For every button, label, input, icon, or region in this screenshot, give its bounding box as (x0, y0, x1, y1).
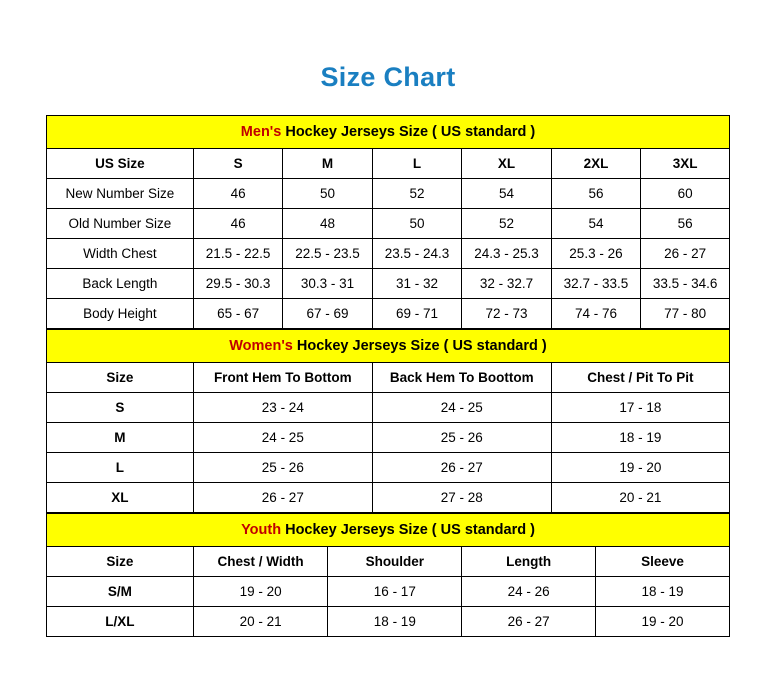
womens-row-1-label: M (47, 423, 194, 453)
youth-col-0: Size (47, 547, 194, 577)
mens-row-0-val-5: 60 (641, 179, 730, 209)
mens-row-0-val-2: 52 (372, 179, 461, 209)
mens-row-2-label: Width Chest (47, 239, 194, 269)
youth-section-header-row (47, 514, 730, 547)
womens-row-1-val-0: 24 - 25 (193, 423, 372, 453)
womens-column-header-row (47, 363, 730, 393)
mens-section-header-row (47, 116, 730, 149)
womens-col-0: Size (47, 363, 194, 393)
mens-row-4-val-5: 77 - 80 (641, 299, 730, 329)
womens-row-1-val-1: 25 - 26 (372, 423, 551, 453)
table-row (47, 239, 730, 269)
table-row (47, 179, 730, 209)
table-row (47, 607, 730, 637)
womens-col-1: Front Hem To Bottom (193, 363, 372, 393)
mens-row-3-val-1: 30.3 - 31 (283, 269, 372, 299)
womens-row-2-val-2: 19 - 20 (551, 453, 729, 483)
mens-row-3-val-2: 31 - 32 (372, 269, 461, 299)
mens-row-1-label: Old Number Size (47, 209, 194, 239)
youth-column-header-row (47, 547, 730, 577)
youth-col-2: Shoulder (328, 547, 462, 577)
mens-row-1-val-1: 48 (283, 209, 372, 239)
mens-row-4-val-2: 69 - 71 (372, 299, 461, 329)
mens-row-4-val-4: 74 - 76 (551, 299, 640, 329)
mens-row-0-val-4: 56 (551, 179, 640, 209)
youth-row-1-val-0: 20 - 21 (193, 607, 328, 637)
size-tables (46, 115, 730, 637)
mens-row-2-val-2: 23.5 - 24.3 (372, 239, 461, 269)
womens-section-header-rest: Hockey Jerseys Size ( US standard ) (292, 338, 547, 354)
mens-row-1-val-5: 56 (641, 209, 730, 239)
mens-row-0-label: New Number Size (47, 179, 194, 209)
mens-row-2-val-0: 21.5 - 22.5 (193, 239, 282, 269)
mens-row-3-val-0: 29.5 - 30.3 (193, 269, 282, 299)
table-row (47, 423, 730, 453)
mens-row-1-val-0: 46 (193, 209, 282, 239)
table-row (47, 577, 730, 607)
table-row (47, 299, 730, 329)
youth-col-1: Chest / Width (193, 547, 328, 577)
womens-col-3: Chest / Pit To Pit (551, 363, 729, 393)
mens-row-2-val-4: 25.3 - 26 (551, 239, 640, 269)
youth-section-header (47, 514, 730, 547)
mens-col-3: L (372, 149, 461, 179)
table-row (47, 393, 730, 423)
youth-size-table (46, 513, 730, 637)
womens-row-3-label: XL (47, 483, 194, 513)
table-row (47, 483, 730, 513)
womens-row-3-val-1: 27 - 28 (372, 483, 551, 513)
mens-row-1-val-3: 52 (462, 209, 551, 239)
mens-col-0: US Size (47, 149, 194, 179)
mens-col-6: 3XL (641, 149, 730, 179)
youth-col-4: Sleeve (596, 547, 730, 577)
womens-section-header (47, 330, 730, 363)
youth-row-1-val-3: 19 - 20 (596, 607, 730, 637)
mens-section-header-accent: Men's (240, 124, 282, 140)
youth-section-header-accent: Youth (241, 522, 282, 538)
youth-col-3: Length (462, 547, 596, 577)
womens-row-3-val-2: 20 - 21 (551, 483, 729, 513)
womens-row-2-val-0: 25 - 26 (193, 453, 372, 483)
womens-section-header-accent: Women's (229, 338, 293, 354)
womens-row-2-label: L (47, 453, 194, 483)
womens-row-0-label: S (47, 393, 194, 423)
womens-row-3-val-0: 26 - 27 (193, 483, 372, 513)
youth-row-0-label: S/M (47, 577, 194, 607)
youth-row-1-val-2: 26 - 27 (462, 607, 596, 637)
mens-row-0-val-1: 50 (283, 179, 372, 209)
youth-row-1-val-1: 18 - 19 (328, 607, 462, 637)
mens-row-2-val-1: 22.5 - 23.5 (283, 239, 372, 269)
mens-row-4-label: Body Height (47, 299, 194, 329)
mens-row-4-val-3: 72 - 73 (462, 299, 551, 329)
table-row (47, 269, 730, 299)
mens-row-2-val-5: 26 - 27 (641, 239, 730, 269)
womens-row-0-val-0: 23 - 24 (193, 393, 372, 423)
mens-row-4-val-0: 65 - 67 (193, 299, 282, 329)
youth-row-1-label: L/XL (47, 607, 194, 637)
womens-size-table (46, 329, 730, 513)
womens-row-2-val-1: 26 - 27 (372, 453, 551, 483)
mens-row-4-val-1: 67 - 69 (283, 299, 372, 329)
page-title: Size Chart (320, 62, 456, 92)
mens-section-header-rest: Hockey Jerseys Size ( US standard ) (281, 124, 536, 140)
table-row (47, 453, 730, 483)
mens-column-header-row (47, 149, 730, 179)
youth-row-0-val-2: 24 - 26 (462, 577, 596, 607)
mens-row-3-val-3: 32 - 32.7 (462, 269, 551, 299)
youth-row-0-val-0: 19 - 20 (193, 577, 328, 607)
mens-row-0-val-0: 46 (193, 179, 282, 209)
mens-size-table (46, 115, 730, 329)
mens-row-2-val-3: 24.3 - 25.3 (462, 239, 551, 269)
mens-row-3-val-4: 32.7 - 33.5 (551, 269, 640, 299)
womens-section-header-row (47, 330, 730, 363)
mens-row-3-val-5: 33.5 - 34.6 (641, 269, 730, 299)
table-row (47, 209, 730, 239)
mens-col-1: S (193, 149, 282, 179)
youth-section-header-rest: Hockey Jerseys Size ( US standard ) (281, 522, 535, 538)
mens-row-1-val-2: 50 (372, 209, 461, 239)
mens-row-1-val-4: 54 (551, 209, 640, 239)
youth-row-0-val-3: 18 - 19 (596, 577, 730, 607)
mens-col-5: 2XL (551, 149, 640, 179)
mens-row-0-val-3: 54 (462, 179, 551, 209)
mens-section-header (47, 116, 730, 149)
mens-col-4: XL (462, 149, 551, 179)
womens-row-0-val-2: 17 - 18 (551, 393, 729, 423)
mens-col-2: M (283, 149, 372, 179)
mens-row-3-label: Back Length (47, 269, 194, 299)
womens-row-1-val-2: 18 - 19 (551, 423, 729, 453)
youth-row-0-val-1: 16 - 17 (328, 577, 462, 607)
womens-row-0-val-1: 24 - 25 (372, 393, 551, 423)
womens-col-2: Back Hem To Boottom (372, 363, 551, 393)
